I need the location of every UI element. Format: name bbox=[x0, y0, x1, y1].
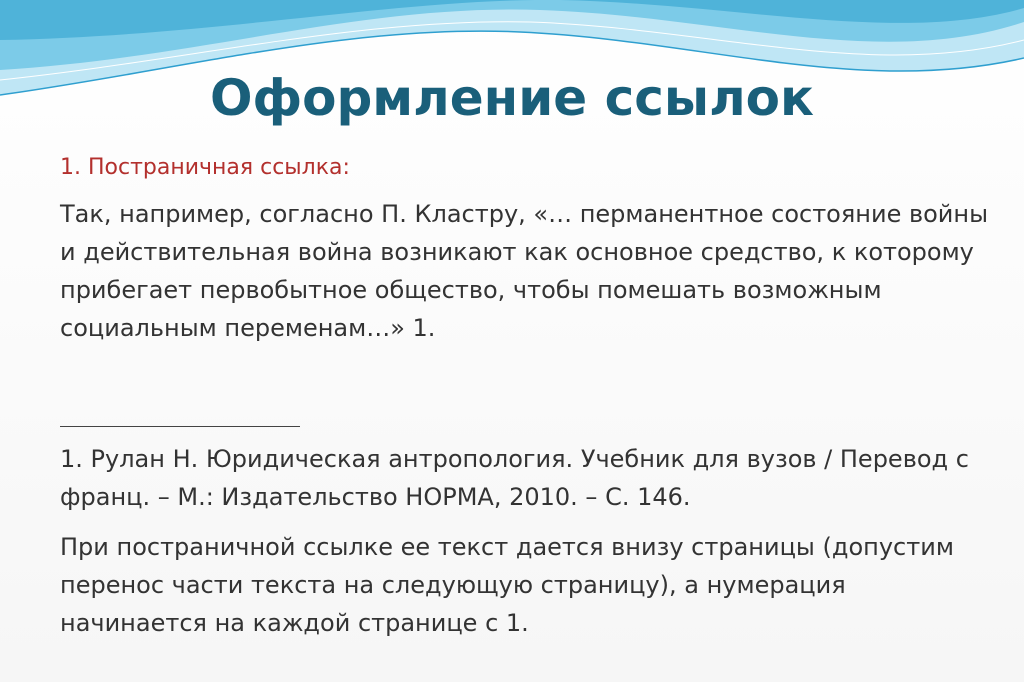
subheading: 1. Постраничная ссылка: bbox=[60, 155, 350, 180]
footnote-text: 1. Рулан Н. Юридическая антропология. Учебник для вузов / Перевод с франц. – М.: Издательство НОРМА, 2010. – С. 146. bbox=[60, 445, 969, 511]
explanation-paragraph: При постраничной ссылке ее текст дается внизу страницы (допустим перенос части текста на следующую страницу), а нумерация начинается на каждой странице с 1. bbox=[60, 533, 954, 637]
quote-paragraph: Так, например, согласно П. Кластру, «… перманентное состояние войны и действительная война возникают как основное средство, к которому прибегает первобытное общество, чтобы помешать возможным социальным переменам…» 1. bbox=[60, 200, 989, 342]
footnote-separator-line bbox=[60, 426, 300, 427]
slide-title: Оформление ссылок bbox=[210, 69, 814, 127]
